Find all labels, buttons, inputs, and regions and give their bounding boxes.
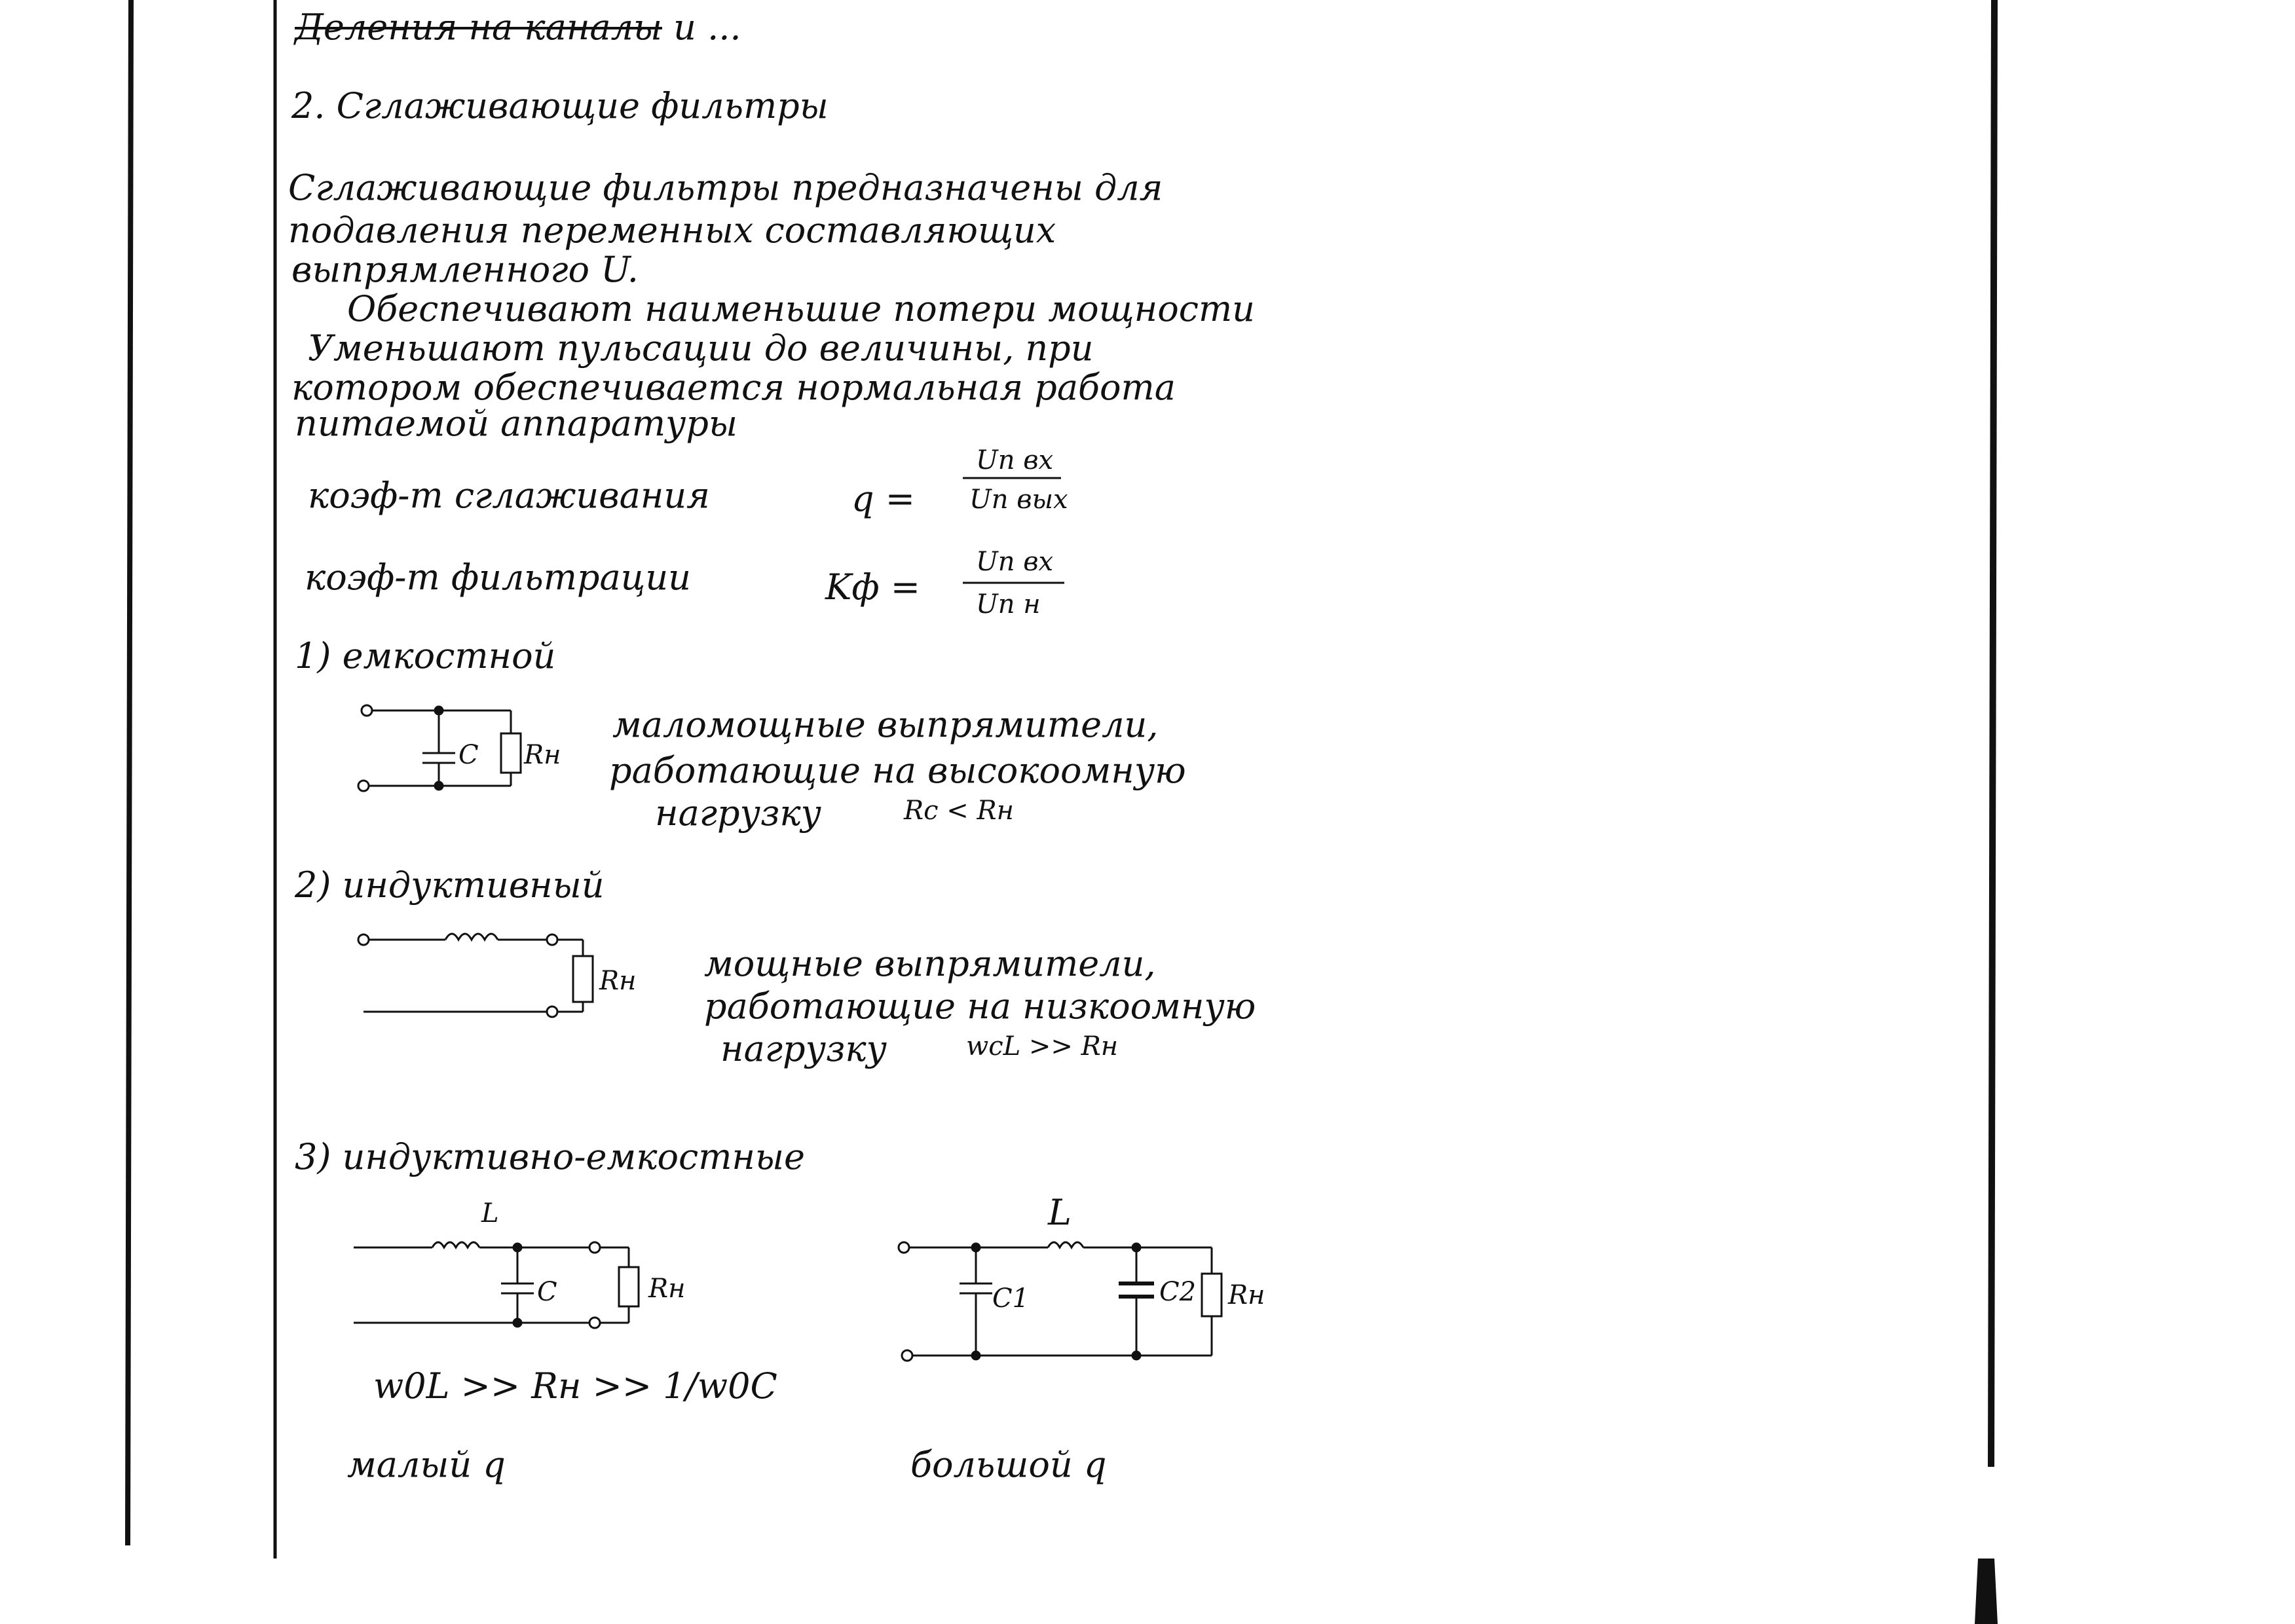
- circuit-lc-left: [354, 1242, 639, 1328]
- scan-artifact: [1975, 1559, 1998, 1624]
- definition-line-1: Сглаживающие фильтры предназначены для: [288, 167, 1163, 208]
- item3-left-note: малый q: [347, 1444, 506, 1485]
- item3-right-c2-label: C2: [1159, 1277, 1197, 1307]
- section-title: 2. Сглаживающие фильтры: [291, 85, 829, 126]
- item1-title: 1) емкостной: [295, 635, 556, 676]
- coef-smoothing-num: Uп вх: [976, 445, 1054, 475]
- item1-desc-3: нагрузку: [655, 792, 821, 834]
- left-binding-line: [128, 0, 131, 1545]
- item2-res-label: Rн: [599, 966, 637, 996]
- definition-line-3: выпрямленного U.: [291, 249, 639, 290]
- item2-desc-3: нагрузку: [720, 1028, 887, 1069]
- item1-desc-1: маломощные выпрямители,: [612, 704, 1159, 745]
- struck-suffix: и ...: [673, 7, 741, 48]
- item2-title: 2) индуктивный: [295, 864, 605, 906]
- coef-smoothing-lhs: q =: [851, 478, 915, 519]
- circuit-capacitive: [358, 705, 521, 791]
- item3-right-l-label: L: [1048, 1192, 1072, 1233]
- coef-smoothing-den: Uп вых: [969, 485, 1068, 515]
- coef-filtering-lhs: Kф =: [825, 566, 921, 608]
- coef-smoothing-label: коэф-т сглаживания: [308, 475, 710, 516]
- definition-line-2: подавления переменных составляющих: [288, 210, 1056, 251]
- struck-heading: Деления на каналы: [295, 7, 662, 48]
- coef-filtering-den: Uп н: [976, 589, 1041, 619]
- item2-condition: wcL >> Rн: [966, 1031, 1119, 1061]
- item3-left-res-label: Rн: [648, 1274, 686, 1304]
- purpose-line-2: Уменьшают пульсации до величины, при: [308, 327, 1094, 369]
- item1-condition: Rc < Rн: [904, 796, 1014, 826]
- coef-filtering-num: Uп вх: [976, 547, 1054, 577]
- item3-right-res-label: Rн: [1228, 1280, 1265, 1310]
- item1-res-label: Rн: [524, 740, 561, 770]
- item2-desc-2: работающие на низкоомную: [704, 986, 1256, 1027]
- item3-right-c1-label: C1: [992, 1283, 1030, 1314]
- item3-title: 3) индуктивно-емкостные: [295, 1136, 805, 1177]
- item1-desc-2: работающие на высокоомную: [609, 750, 1186, 791]
- item1-cap-label: C: [458, 740, 479, 770]
- right-edge-line: [1991, 0, 1994, 1467]
- item3-left-condition: w0L >> Rн >> 1/w0C: [373, 1365, 777, 1407]
- coef-filtering-label: коэф-т фильтрации: [305, 557, 691, 598]
- item3-right-note: большой q: [910, 1444, 1107, 1485]
- item3-left-cap-label: C: [537, 1277, 557, 1307]
- item2-desc-1: мощные выпрямители,: [704, 943, 1156, 984]
- purpose-line-3: котором обеспечивается нормальная работа: [291, 367, 1176, 408]
- purpose-line-1: Обеспечивают наименьшие потери мощности: [347, 288, 1255, 329]
- circuit-inductive: [358, 934, 593, 1017]
- item3-left-l-label: L: [481, 1198, 499, 1228]
- purpose-line-4: питаемой аппаратуры: [295, 403, 737, 444]
